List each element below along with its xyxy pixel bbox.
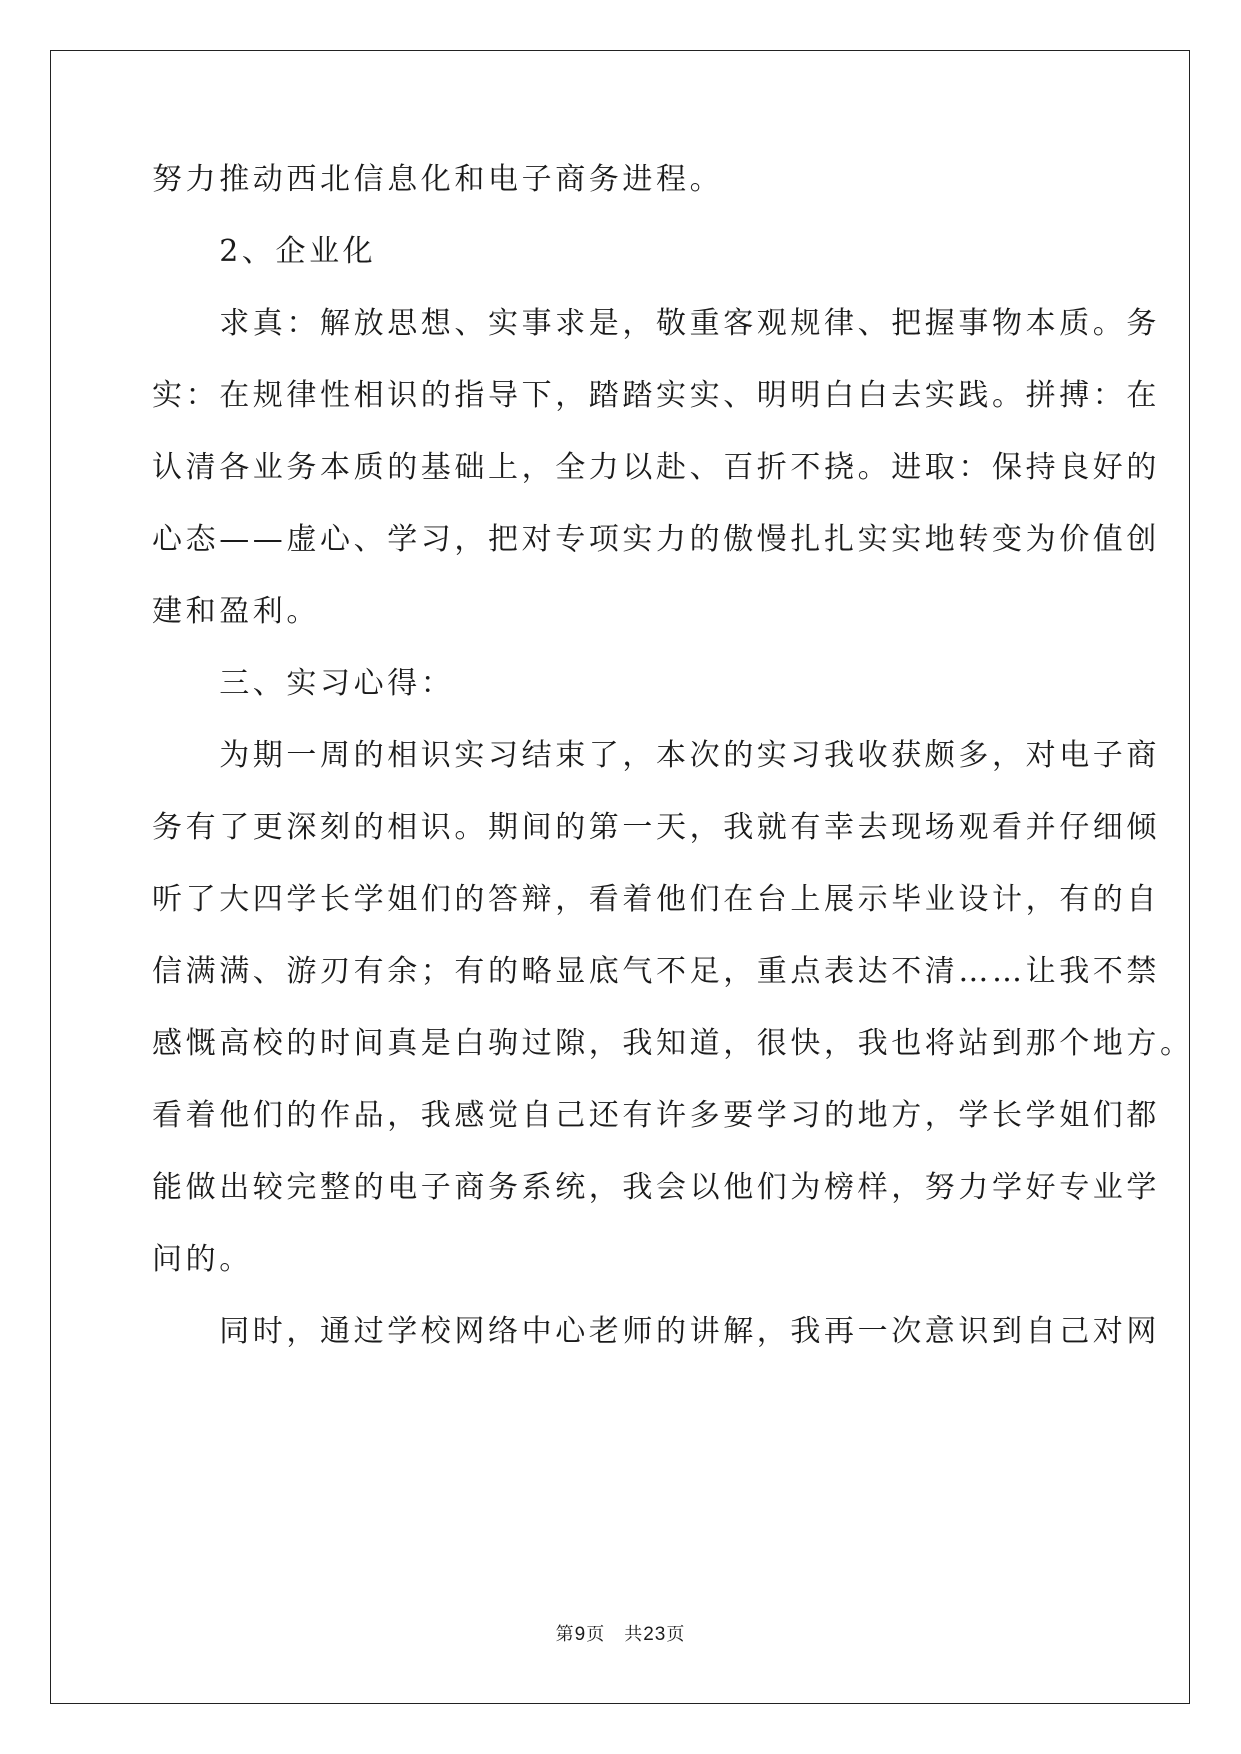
text-line: 认清各业务本质的基础上，全力以赴、百折不挠。进取：保持良好的 bbox=[152, 450, 1160, 485]
current-page-number: 9 bbox=[574, 1624, 587, 1645]
text-line: 心态——虚心、学习，把对专项实力的傲慢扎扎实实地转变为价值创 bbox=[152, 522, 1160, 557]
page-number-footer bbox=[0, 1620, 1241, 1646]
page-border bbox=[50, 50, 1190, 1704]
text-line: 务有了更深刻的相识。期间的第一天，我就有幸去现场观看并仔细倾 bbox=[152, 810, 1160, 845]
text-line: 建和盈利。 bbox=[152, 594, 320, 629]
page-suffix: 页 bbox=[666, 1624, 686, 1645]
text-line: 同时，通过学校网络中心老师的讲解，我再一次意识到自己对网 bbox=[152, 1314, 1160, 1349]
text-line: 感慨高校的时间真是白驹过隙，我知道，很快，我也将站到那个地方。 bbox=[152, 1026, 1194, 1061]
total-page-number: 23 bbox=[643, 1624, 667, 1645]
section-heading: 三、实习心得： bbox=[152, 666, 455, 701]
text-line: 实：在规律性相识的指导下，踏踏实实、明明白白去实践。拼搏：在 bbox=[152, 378, 1160, 413]
text-line: 看着他们的作品，我感觉自己还有许多要学习的地方，学长学姐们都 bbox=[152, 1098, 1160, 1133]
text-line: 求真：解放思想、实事求是，敬重客观规律、把握事物本质。务 bbox=[152, 306, 1160, 341]
text-line: 为期一周的相识实习结束了，本次的实习我收获颇多，对电子商 bbox=[152, 738, 1160, 773]
text-line: 能做出较完整的电子商务系统，我会以他们为榜样，努力学好专业学 bbox=[152, 1170, 1160, 1205]
text-line: 努力推动西北信息化和电子商务进程。 bbox=[152, 162, 724, 197]
text-line: 听了大四学长学姐们的答辩，看着他们在台上展示毕业设计，有的自 bbox=[152, 882, 1160, 917]
page-mid: 页 共 bbox=[586, 1624, 644, 1645]
section-heading: 2、企业化 bbox=[152, 234, 377, 269]
page-prefix: 第 bbox=[555, 1624, 575, 1645]
text-line: 信满满、游刃有余；有的略显底气不足，重点表达不清……让我不禁 bbox=[152, 954, 1160, 989]
text-line: 问的。 bbox=[152, 1242, 253, 1277]
